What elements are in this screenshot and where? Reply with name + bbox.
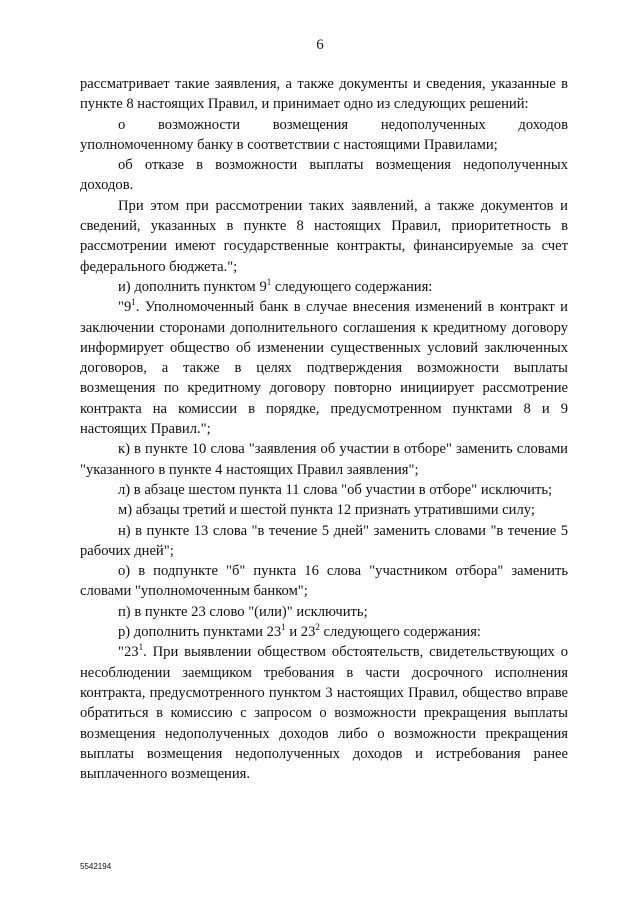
body-text: [80, 74, 568, 784]
paragraph-item-m: м) абзацы третий и шестой пункта 12 признать утратившими силу;: [118, 502, 535, 519]
paragraph-item-p: п) в пункте 23 слово "(или)" исключить;: [118, 603, 368, 620]
paragraph-item-k: к) в пункте 10 слова "заявления об участии в отборе" заменить словами "указанного в пункте 4 настоящих Правил заявления";: [80, 441, 568, 478]
paragraph-item-o: о) в подпункте "б" пункта 16 слова "участником отбора" заменить словами "уполномоченным банком";: [80, 563, 568, 600]
paragraph-item-r: р) дополнить пунктами $23^1$ и $23^2$ следующего содержания:: [118, 622, 481, 641]
paragraph-item-i: и) дополнить пунктом $9^1$ следующего содержания:: [118, 276, 433, 295]
paragraph-decision-possibility: о возможности возмещения недополученных доходов уполномоченному банку в соответствии с настоящими Правилами;: [80, 116, 568, 153]
paragraph-item-l: л) в абзаце шестом пункта 11 слова "об участии в отборе" исключить;: [118, 481, 553, 498]
paragraph-point-9-1: "$9^1$. Уполномоченный банк в случае внесения изменений в контракт и заключении сторонами дополнительного соглашения к кредитному договору информирует общество об изменении существенных условий заключенных договоров, а также в целях подтверждения возможности выплаты возмещения по кредитному договору повторно инициирует рассмотрение контракта на комиссии в порядке, предусмотренном пунктами 8 и 9 настоящих Правил.";: [80, 297, 568, 438]
document-code: 5542194: [80, 862, 112, 871]
paragraph-continuation: рассматривает такие заявления, а также документы и сведения, указанные в пункте 8 настоящих Правил, и принимает одно из следующих решений:: [80, 76, 568, 113]
paragraph-decision-refusal: об отказе в возможности выплаты возмещения недополученных доходов.: [80, 157, 568, 194]
paragraph-priority: При этом при рассмотрении таких заявлений, а также документов и сведений, указанных в пункте 8 настоящих Правил, приоритетность в рассмотрении имеют государственные контракты, финансируемые за счет федерального бюджета.";: [80, 197, 568, 275]
page-number: 6: [316, 37, 324, 53]
paragraph-item-n: н) в пункте 13 слова "в течение 5 дней" заменить словами "в течение 5 рабочих дней";: [80, 522, 568, 559]
paragraph-point-23-1: "$23^1$. При выявлении обществом обстоятельств, свидетельствующих о несоблюдении заемщиком требования в части досрочного исполнения контракта, предусмотренного пунктом 3 настоящих Правил, общество вправе обратиться в комиссию с запросом о возможности прекращения выплаты возмещения недополученных доходов либо о возможности прекращения выплаты возмещения недополученных доходов и истребования ранее выплаченного возмещения.: [80, 642, 568, 783]
